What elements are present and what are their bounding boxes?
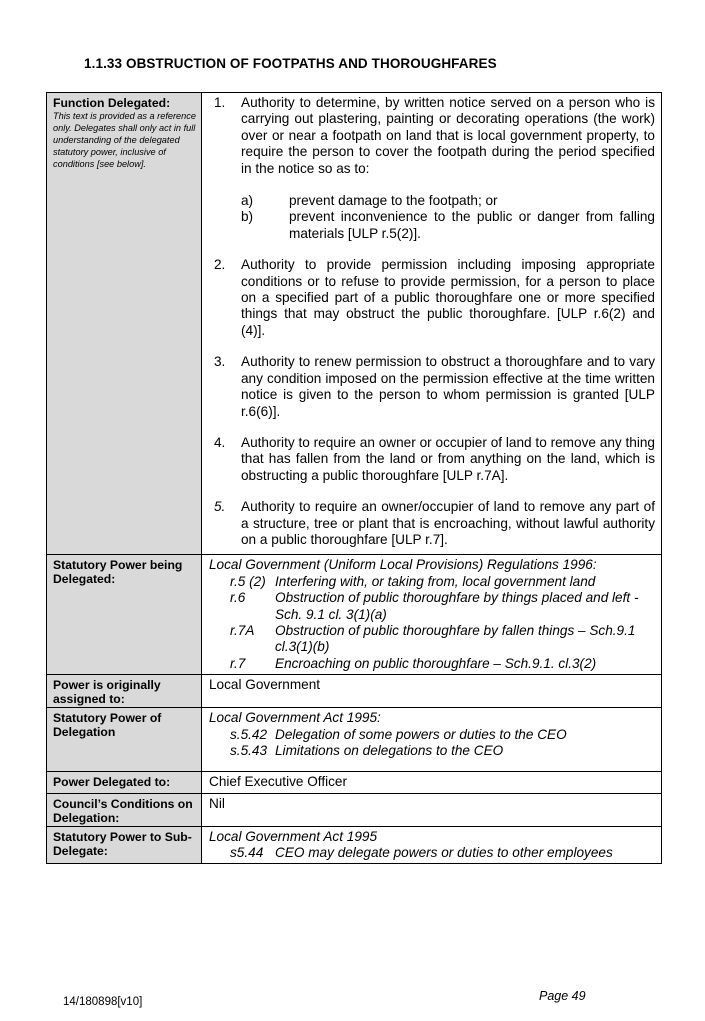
reference-note: This text is provided as a reference only. Delegates shall only act in full understanding of the delegated statutory power, inclusive of conditions [see below]. xyxy=(53,111,196,169)
item-number: 3. xyxy=(214,354,226,370)
regulation-entry xyxy=(209,590,655,623)
row-conditions xyxy=(47,793,662,826)
regulation-text: Encroaching on public thoroughfare – Sch.9.1. cl.3(2) xyxy=(275,655,597,671)
section-heading: 1.1.33 OBSTRUCTION OF FOOTPATHS AND THOROUGHFARES xyxy=(84,56,497,71)
regulation-text: Obstruction of public thoroughfare by fallen things – Sch.9.1 cl.3(1)(b) xyxy=(275,622,636,655)
item-text: Authority to require an owner or occupier of land to remove any thing that has fallen from the land or from anything on the land, which is obstructing a public thoroughfare [ULP r.7A]. xyxy=(241,434,655,483)
regulation-entry xyxy=(209,656,655,672)
statutory-power-content xyxy=(202,555,662,675)
section-ref: s.5.42 xyxy=(230,726,268,742)
regulation-ref: r.6 xyxy=(230,590,246,606)
item-text: Authority to require an owner/occupier of land to remove any part of a structure, tree or plant that is encroaching, without lawful authority on a public thoroughfare [ULP r.7]. xyxy=(241,499,655,547)
label-cell xyxy=(47,708,202,772)
regulation-text: Interfering with, or taking from, local government land xyxy=(275,573,596,589)
sub-delegate-content xyxy=(202,826,662,864)
row-statutory-power xyxy=(47,555,662,675)
item-number: 4. xyxy=(214,434,226,450)
regulation-ref: r.7A xyxy=(230,622,255,638)
row-sub-delegate xyxy=(47,826,662,864)
item-text: Authority to renew permission to obstruct a thoroughfare and to vary any condition imposed on the permission effective at the time written notice is given to the person to whom permission is granted [ULP r.6(6)]. xyxy=(241,354,655,419)
regulation-title: Local Government (Uniform Local Provisions) Regulations 1996: xyxy=(209,557,597,573)
power-of-delegation-label: Statutory Power of Delegation xyxy=(53,711,162,740)
power-of-delegation-content xyxy=(202,708,662,772)
regulation-entry xyxy=(209,623,655,656)
power-assigned-value: Local Government xyxy=(202,675,662,708)
label-cell xyxy=(47,93,202,555)
label-cell xyxy=(47,675,202,708)
row-delegated-to xyxy=(47,772,662,793)
regulation-ref: r.5 (2) xyxy=(230,573,266,589)
label-cell xyxy=(47,793,202,826)
delegation-table xyxy=(46,92,662,864)
list-item xyxy=(209,435,655,484)
label-cell xyxy=(47,772,202,793)
label-cell xyxy=(47,555,202,675)
act-section xyxy=(209,727,655,743)
list-item xyxy=(209,499,655,548)
function-delegated-label: Function Delegated: xyxy=(53,96,171,110)
section-text: CEO may delegate powers or duties to other employees xyxy=(275,845,613,860)
regulation-ref: r.7 xyxy=(230,655,246,671)
row-power-assigned xyxy=(47,675,662,708)
document-reference: 14/180898[v10] xyxy=(63,996,143,1008)
power-assigned-label: Power is originally assigned to: xyxy=(53,678,161,707)
row-power-of-delegation xyxy=(47,708,662,772)
section-ref: s5.44 xyxy=(230,845,264,860)
regulation-text: Obstruction of public thoroughfare by things placed and left - Sch. 9.1 cl. 3(1)(a) xyxy=(275,590,639,622)
item-number: 2. xyxy=(214,257,226,273)
act-title: Local Government Act 1995: xyxy=(209,710,381,726)
act-title: Local Government Act 1995 xyxy=(209,828,378,844)
item-text: Authority to determine, by written notice served on a person who is carrying out plastering, painting or decorating operations (the work) over or near a footpath on land that is local government property, to require the person to cover the footpath during the period specified in the notice so as to: xyxy=(241,95,655,176)
section-text: Delegation of some powers or duties to the CEO xyxy=(275,726,567,742)
item-number: 1. xyxy=(214,95,226,110)
list-item xyxy=(209,95,655,242)
function-delegated-content xyxy=(202,93,662,555)
section-ref: s.5.43 xyxy=(230,743,268,758)
item-number: 5. xyxy=(214,499,226,515)
page-number: Page 49 xyxy=(539,989,586,1003)
delegated-to-value: Chief Executive Officer xyxy=(202,772,662,793)
sub-item-letter: b) xyxy=(241,209,254,225)
conditions-label: Council’s Conditions on Delegation: xyxy=(53,796,193,825)
sub-delegate-label: Statutory Power to Sub-Delegate: xyxy=(53,829,192,858)
list-item xyxy=(209,257,655,339)
statutory-power-label: Statutory Power being Delegated: xyxy=(53,558,183,587)
label-cell xyxy=(47,826,202,864)
sub-item xyxy=(241,193,655,209)
regulation-entry xyxy=(209,574,655,590)
conditions-value: Nil xyxy=(202,793,662,826)
list-item xyxy=(209,354,655,420)
section-text: Limitations on delegations to the CEO xyxy=(275,743,504,758)
row-function-delegated xyxy=(47,93,662,555)
sub-item-text: prevent inconvenience to the public or danger from falling materials [ULP r.5(2)]. xyxy=(289,209,655,241)
act-section xyxy=(209,845,655,861)
sub-item-letter: a) xyxy=(241,193,254,209)
act-section xyxy=(209,743,655,759)
sub-item xyxy=(241,209,655,242)
sub-item-text: prevent damage to the footpath; or xyxy=(289,193,498,209)
delegated-to-label: Power Delegated to: xyxy=(53,775,171,790)
item-text: Authority to provide permission including imposing appropriate conditions or to refuse to provide permission, for a person to place on a specified part of a public thoroughfare one or more specified things that may obstruct the public thoroughfare. [ULP r.6(2) and (4)]. xyxy=(241,257,655,338)
